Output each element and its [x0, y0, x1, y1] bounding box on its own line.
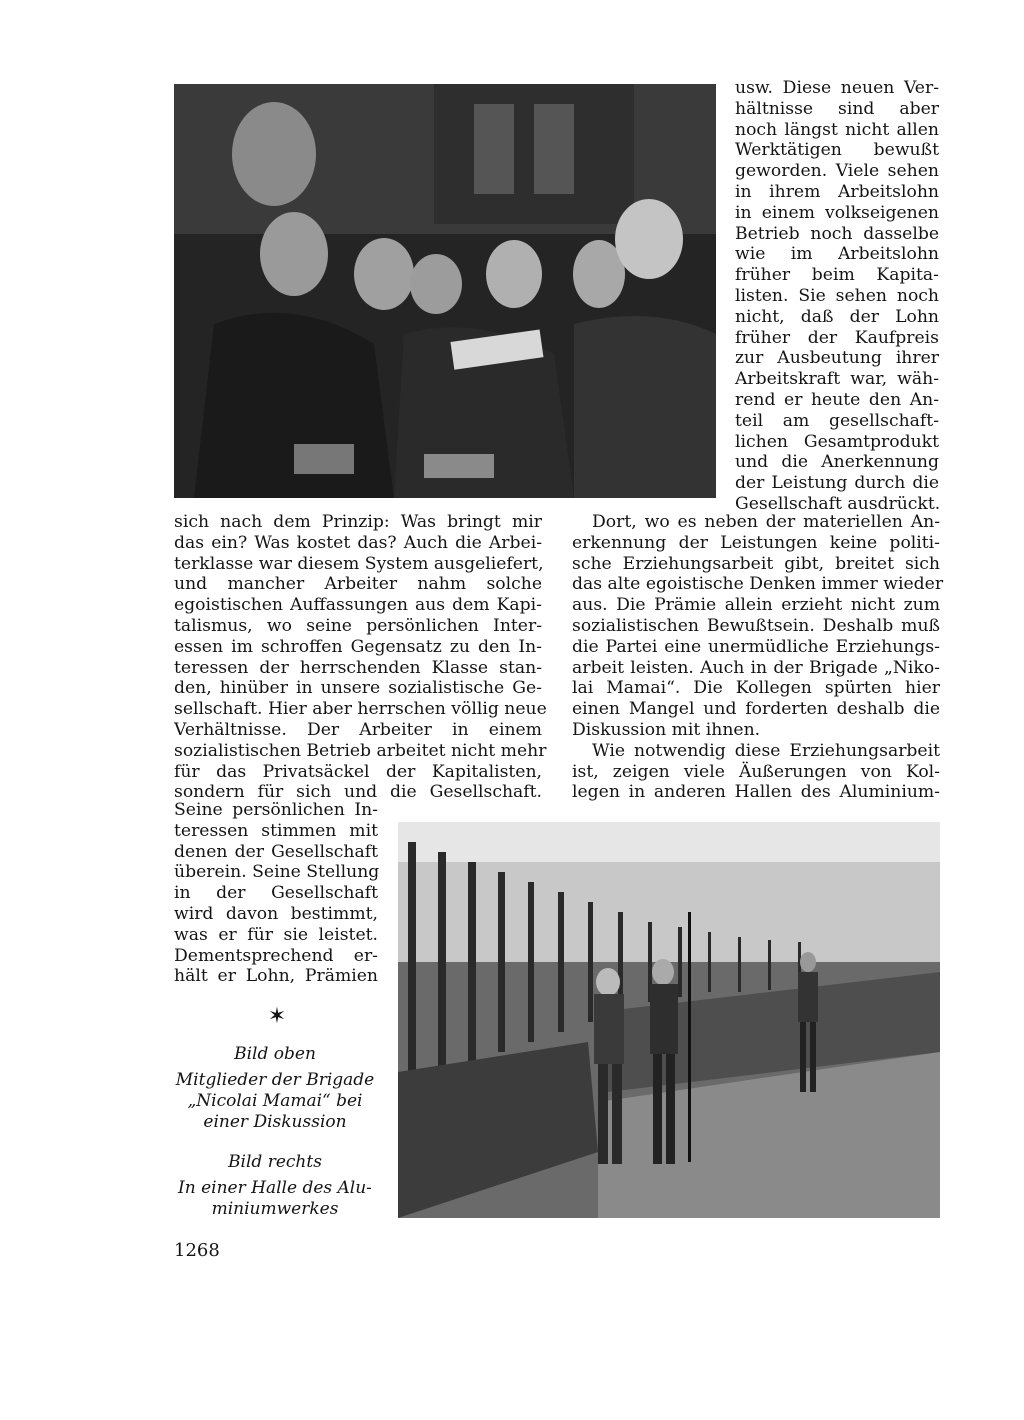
text-line: sozialistischen Bewußtsein. Deshalb muß	[572, 615, 940, 636]
text-line: Dementsprechend er-	[174, 945, 378, 966]
photo-top-image	[174, 84, 716, 498]
text-line: früher der Kaufpreis	[735, 327, 939, 348]
text-column-left	[174, 512, 547, 803]
text-line: sellschaft. Hier aber herrschen völlig neue	[174, 699, 547, 720]
text-line: ist, zeigen viele Äußerungen von Kol-	[572, 761, 940, 782]
text-line: denen der Gesellschaft	[174, 841, 378, 862]
text-line: rend er heute den An-	[735, 389, 939, 410]
text-line: Diskussion mit ihnen.	[572, 719, 761, 740]
caption-line: In einer Halle des Alu-	[178, 1178, 372, 1198]
text-line: Wie notwendig diese Erziehungsarbeit	[592, 740, 940, 761]
text-line: usw. Diese neuen Ver-	[735, 78, 939, 98]
text-line: talismus, wo seine persönlichen Inter-	[174, 615, 542, 636]
caption-line: „Nicolai Mamai“ bei	[187, 1091, 363, 1111]
text-line: hältnisse sind aber	[735, 98, 939, 119]
text-line: und die Anerkennung	[735, 452, 939, 473]
text-line: teressen stimmen mit	[174, 820, 378, 841]
caption-right-text	[160, 1178, 390, 1220]
text-line: sondern für sich und die Gesellschaft.	[174, 782, 542, 803]
text-line: früher beim Kapita-	[735, 265, 939, 286]
text-line: und mancher Arbeiter nahm solche	[174, 574, 542, 595]
caption-right-heading: Bild rechts	[228, 1152, 322, 1172]
text-column-top-right	[735, 78, 939, 515]
caption-top-heading: Bild oben	[234, 1044, 316, 1064]
text-line: Betrieb noch dasselbe	[735, 223, 939, 244]
text-line: der Leistung durch die	[735, 473, 939, 494]
text-line: zur Ausbeutung ihrer	[735, 348, 939, 369]
text-column-right	[572, 512, 944, 803]
text-line: terklasse war diesem System ausgeliefert,	[174, 553, 544, 574]
text-line: Gesellschaft ausdrückt.	[735, 493, 941, 514]
text-line: noch längst nicht allen	[735, 119, 939, 140]
text-line: das alte egoistische Denken immer wieder	[572, 574, 944, 595]
text-line: hält er Lohn, Prämien	[174, 966, 378, 987]
text-line: Arbeitskraft war, wäh-	[735, 369, 939, 390]
text-line: arbeit leisten. Auch in der Brigade „Niko-	[572, 657, 940, 678]
text-line: lai Mamai“. Die Kollegen spürten hier	[572, 678, 940, 699]
caption-line: miniumwerkes	[211, 1199, 339, 1219]
text-line: sche Erziehungsarbeit gibt, breitet sich	[572, 553, 940, 574]
text-line: die Partei eine unermüdliche Erziehungs-	[572, 636, 940, 657]
caption-line: einer Diskussion	[203, 1112, 347, 1132]
text-line: Seine persönlichen In-	[174, 800, 378, 820]
text-line: in ihrem Arbeitslohn	[735, 181, 939, 202]
text-line: aus. Die Prämie allein erzieht nicht zum	[572, 595, 940, 616]
photo-bottom-image	[398, 822, 940, 1218]
text-line: legen in anderen Hallen des Aluminium-	[572, 782, 940, 803]
caption-line: Mitglieder der Brigade	[175, 1070, 375, 1090]
text-line: egoistischen Auffassungen aus dem Kapi-	[174, 595, 542, 616]
caption-top-text	[160, 1070, 390, 1133]
text-line: einen Mangel und forderten deshalb die	[572, 699, 940, 720]
text-line: wird davon bestimmt,	[174, 903, 378, 924]
separator-star-icon: ✶	[267, 1004, 287, 1029]
text-line: in der Gesellschaft	[174, 883, 378, 904]
text-line: den, hinüber in unsere sozialistische Ge-	[174, 678, 542, 699]
text-line: Dort, wo es neben der materiellen An-	[592, 512, 940, 532]
text-line: überein. Seine Stellung	[174, 862, 380, 883]
text-line: essen im schroffen Gegensatz zu den In-	[174, 636, 542, 657]
text-line: nicht, daß der Lohn	[735, 306, 939, 327]
text-line: für das Privatsäckel der Kapitalisten,	[174, 761, 542, 782]
text-line: lichen Gesamtprodukt	[735, 431, 939, 452]
page-number: 1268	[174, 1240, 220, 1261]
photo-aluminium-hall	[398, 822, 940, 1218]
text-line: listen. Sie sehen noch	[735, 285, 939, 306]
photo-brigade-discussion	[174, 84, 716, 498]
text-line: erkennung der Leistungen keine politi-	[572, 532, 940, 553]
text-line: teil am gesellschaft-	[735, 410, 939, 431]
text-line: wie im Arbeitslohn	[735, 244, 939, 265]
text-line: sich nach dem Prinzip: Was bringt mir	[174, 512, 542, 532]
text-line: das ein? Was kostet das? Auch die Arbei-	[174, 532, 542, 553]
text-line: Verhältnisse. Der Arbeiter in einem	[174, 719, 542, 740]
text-line: Werktätigen bewußt	[735, 140, 939, 161]
text-column-left-narrow	[174, 800, 378, 987]
text-line: was er für sie leistet.	[174, 924, 378, 945]
text-line: teressen der herrschenden Klasse stan-	[174, 657, 542, 678]
text-line: in einem volkseigenen	[735, 202, 939, 223]
text-line: geworden. Viele sehen	[735, 161, 939, 182]
text-line: sozialistischen Betrieb arbeitet nicht mehr	[174, 740, 547, 761]
